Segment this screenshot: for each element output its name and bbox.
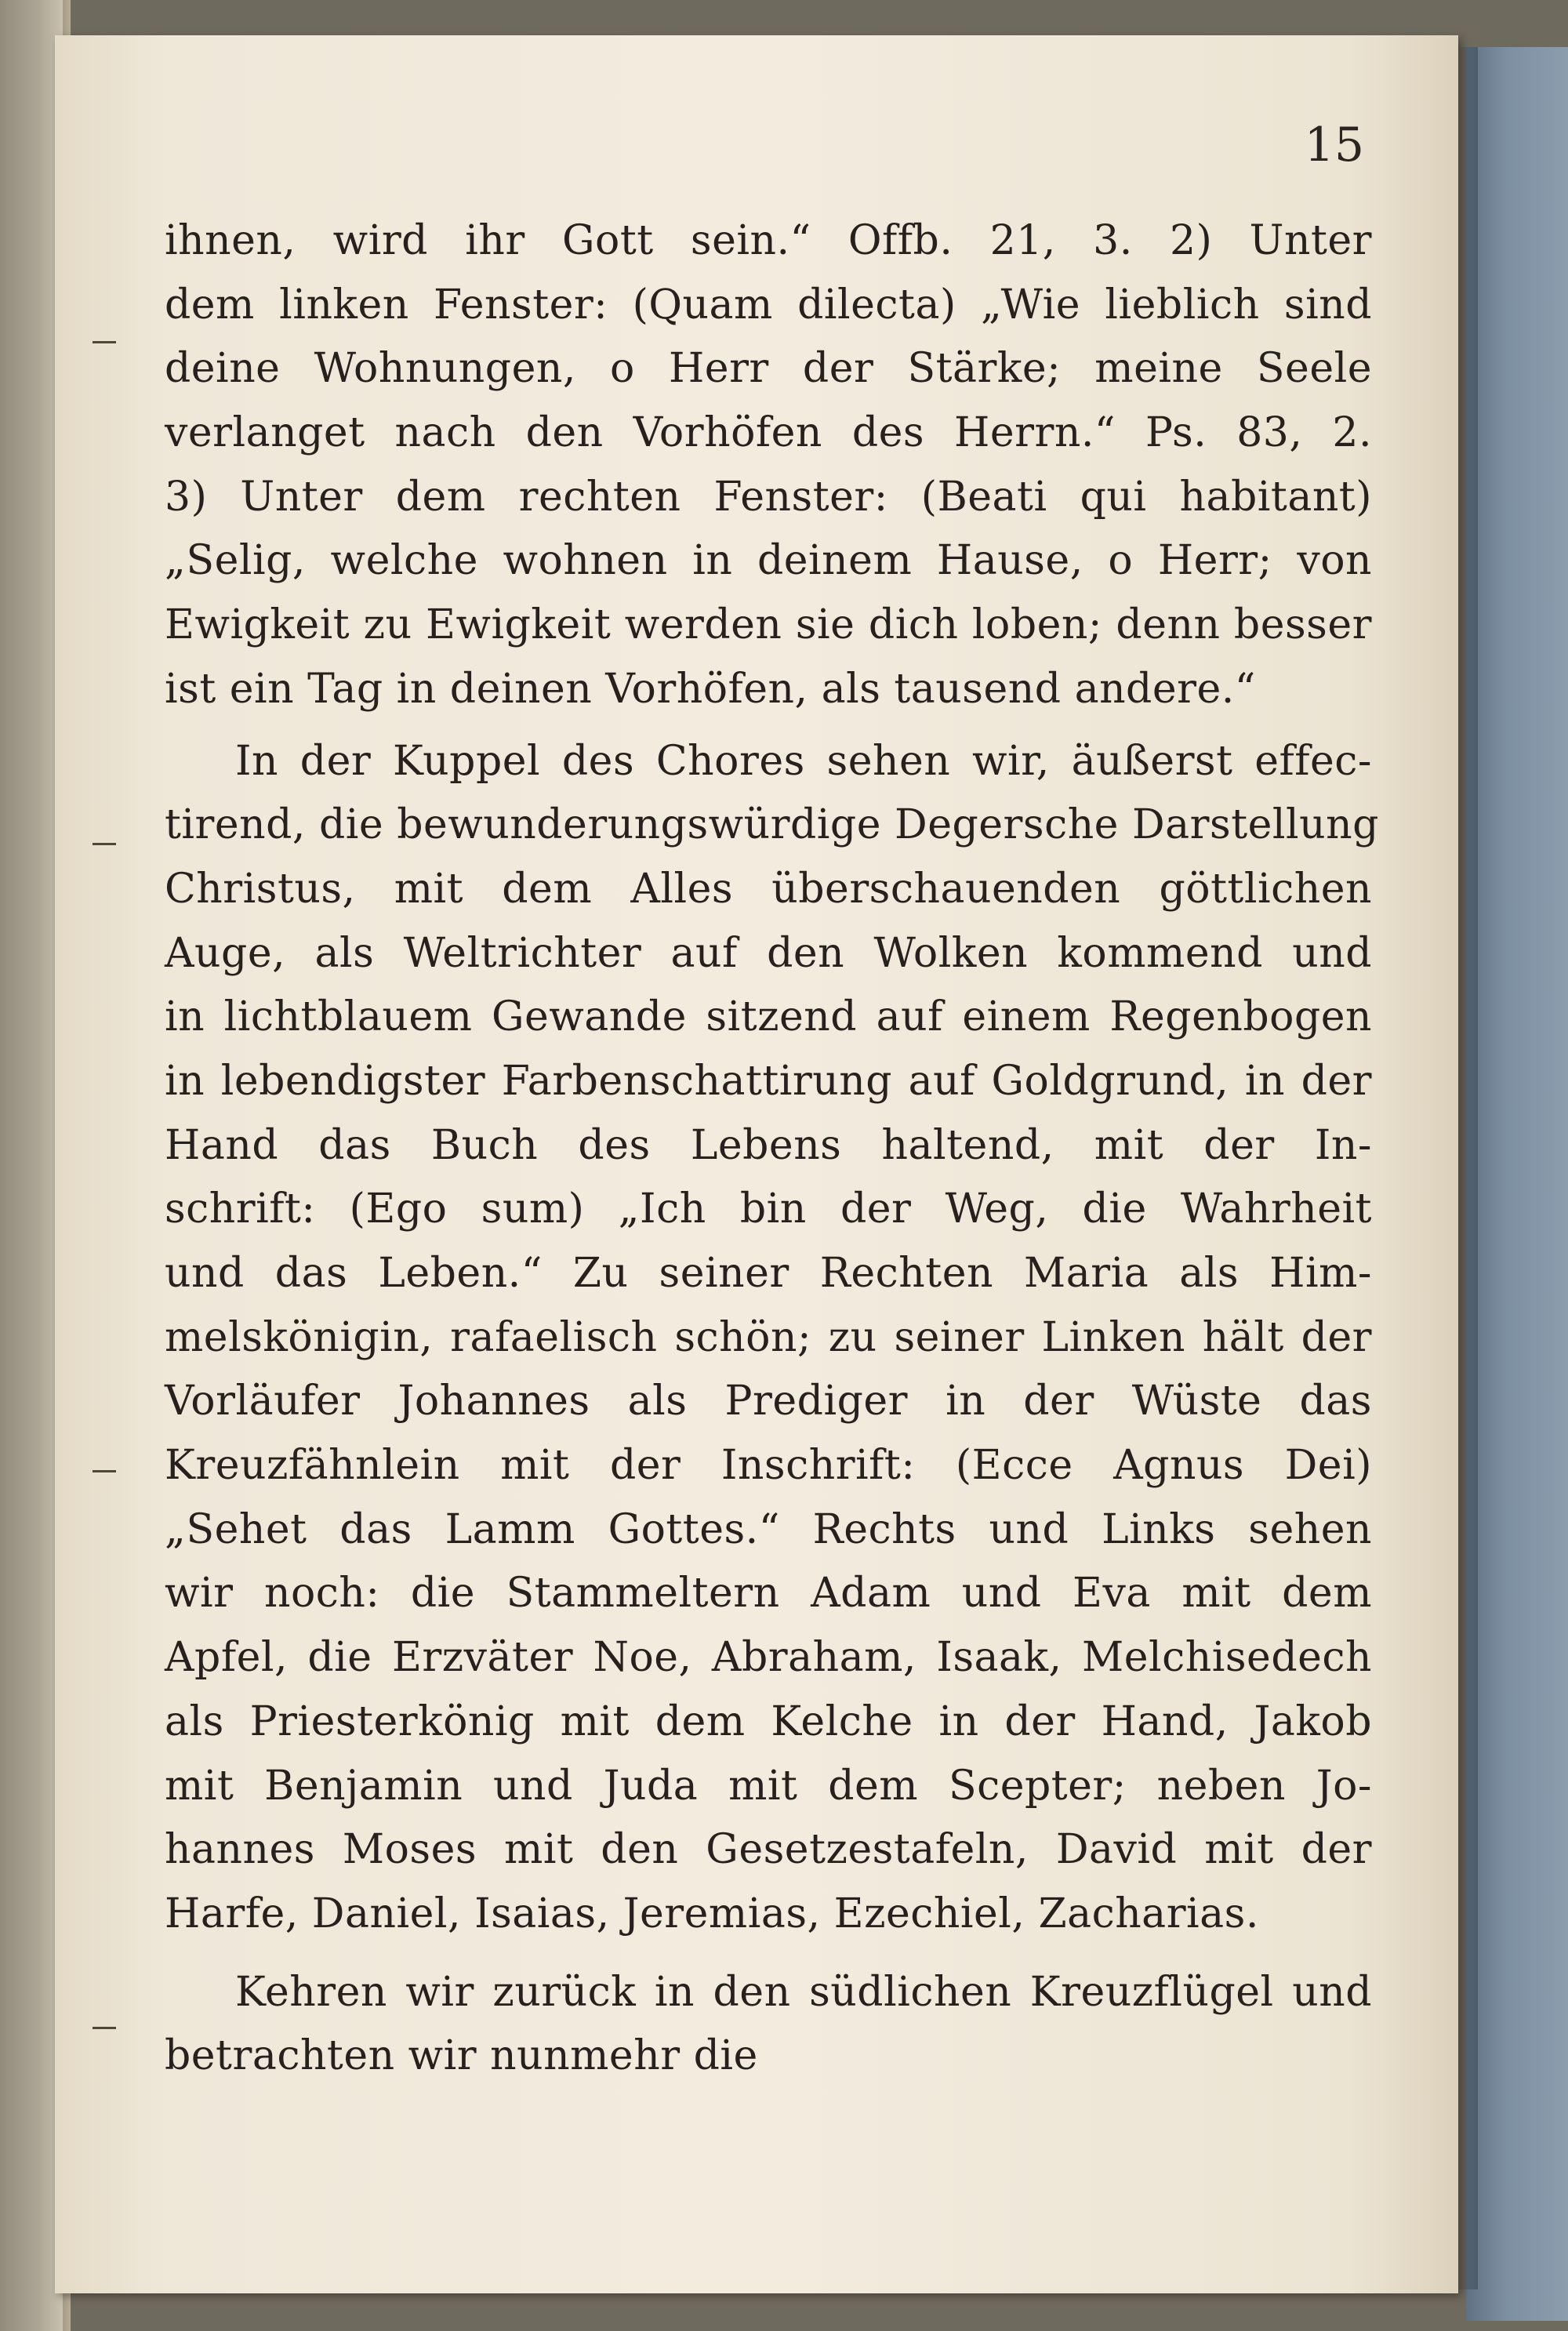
margin-mark: [93, 2027, 116, 2029]
text-line: dem linken Fenster: (Quam dilecta) „Wie lieblich sind: [165, 281, 1372, 329]
text-line: Auge, als Weltrichter auf den Wolken kommend und: [165, 929, 1372, 977]
margin-mark: [93, 341, 116, 343]
text-line: 3) Unter dem rechten Fenster: (Beati qui habitant): [165, 473, 1372, 521]
text-line: Harfe, Daniel, Isaias, Jeremias, Ezechiel, Zacharias.: [165, 1890, 1259, 1937]
margin-mark: [93, 843, 116, 845]
text-line: verlanget nach den Vorhöfen des Herrn.“ Ps. 83, 2.: [165, 409, 1372, 457]
text-line: ist ein Tag in deinen Vorhöfen, als tausend andere.“: [165, 665, 1256, 713]
page-body-text: [165, 209, 1379, 2089]
text-line: Apfel, die Erzväter Noe, Abraham, Isaak, Melchisedech: [165, 1634, 1372, 1682]
paragraph-start-line: In der Kuppel des Chores sehen wir, äußerst effec-: [235, 737, 1372, 785]
text-line: Hand das Buch des Lebens haltend, mit der In-: [165, 1121, 1372, 1169]
text-line: „Selig, welche wohnen in deinem Hause, o Herr; von: [165, 537, 1372, 585]
text-line: ihnen, wird ihr Gott sein.“ Offb. 21, 3. 2) Unter: [165, 217, 1372, 264]
paragraph-start-line: Kehren wir zurück in den südlichen Kreuzflügel und: [235, 1968, 1372, 2016]
text-line: Kreuzfähnlein mit der Inschrift: (Ecce Agnus Dei): [165, 1442, 1372, 1490]
text-line: melskönigin, rafaelisch schön; zu seiner Linken hält der: [165, 1313, 1372, 1361]
text-line: hannes Moses mit den Gesetzestafeln, David mit der: [165, 1826, 1372, 1874]
text-line: „Sehet das Lamm Gottes.“ Rechts und Links sehen: [165, 1505, 1372, 1553]
text-line: Vorläufer Johannes als Prediger in der Wüste das: [165, 1378, 1372, 1425]
text-line: als Priesterkönig mit dem Kelche in der Hand, Jakob: [165, 1697, 1372, 1745]
text-line: tirend, die bewunderungswürdige Degersche Darstellung: [165, 801, 1379, 849]
text-line: deine Wohnungen, o Herr der Stärke; meine Seele: [165, 345, 1372, 393]
facing-page-edge: [0, 0, 63, 2331]
book-cover-board: [1466, 47, 1568, 2321]
text-line: und das Leben.“ Zu seiner Rechten Maria als Him-: [165, 1250, 1372, 1297]
book-page: [55, 35, 1458, 2293]
text-line: in lichtblauem Gewande sitzend auf einem Regenbogen: [165, 993, 1372, 1041]
text-line: betrachten wir nunmehr die: [165, 2032, 758, 2080]
text-line: Ewigkeit zu Ewigkeit werden sie dich loben; denn besser: [165, 601, 1372, 649]
text-line: wir noch: die Stammeltern Adam und Eva mit dem: [165, 1570, 1372, 1618]
text-line: mit Benjamin und Juda mit dem Scepter; neben Jo-: [165, 1762, 1372, 1810]
text-line: schrift: (Ego sum) „Ich bin der Weg, die Wahrheit: [165, 1185, 1372, 1233]
page-number: 15: [1304, 118, 1364, 172]
margin-mark: [93, 1470, 116, 1472]
text-line: Christus, mit dem Alles überschauenden göttlichen: [165, 865, 1372, 913]
text-line: in lebendigster Farbenschattirung auf Goldgrund, in der: [165, 1057, 1372, 1105]
